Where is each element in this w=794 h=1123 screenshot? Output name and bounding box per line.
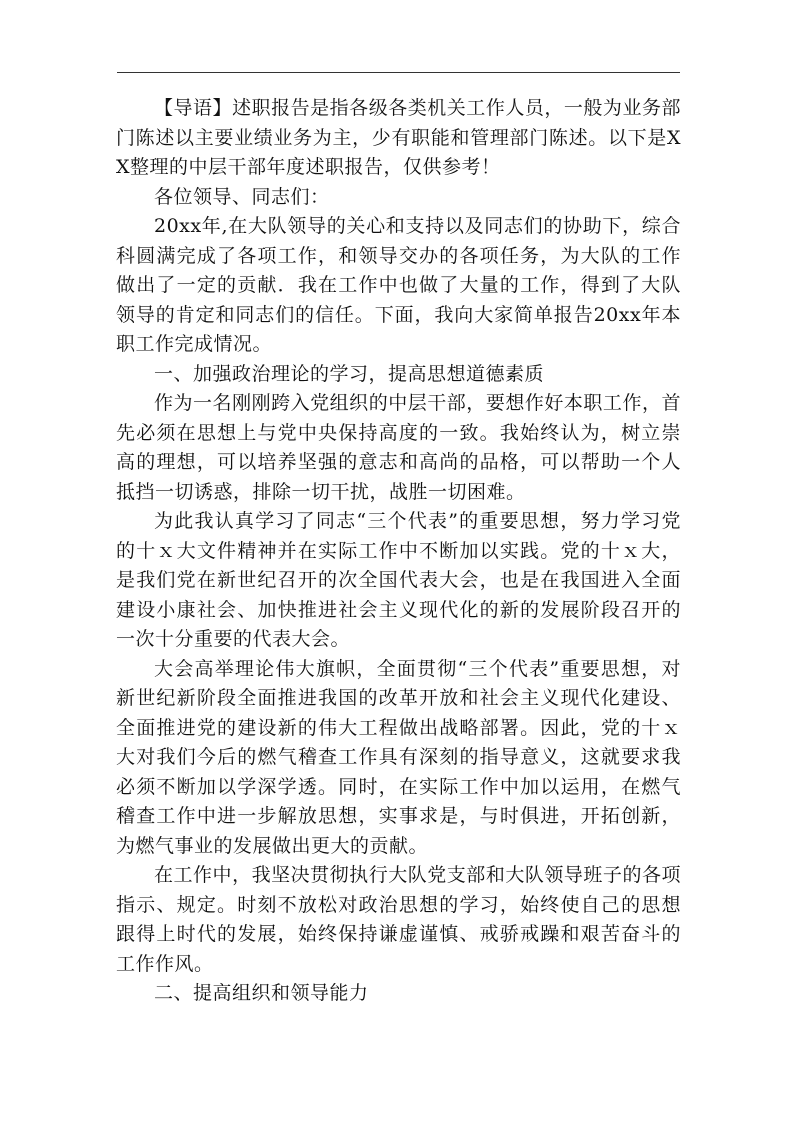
body-paragraph: 在工作中，我坚决贯彻执行大队党支部和大队领导班子的各项指示、规定。时刻不放松对政治思想的学习，始终使自己的思想跟得上时代的发展，始终保持谦虚谨慎、戒骄戒躁和艰苦奋斗的工作作风。 bbox=[116, 864, 681, 975]
intro-paragraph: 【导语】述职报告是指各级各类机关工作人员，一般为业务部门陈述以主要业绩业务为主，少有职能和管理部门陈述。以下是XX整理的中层干部年度述职报告，仅供参考！ bbox=[116, 97, 681, 178]
body-paragraph: 作为一名刚刚跨入党组织的中层干部，要想作好本职工作，首先必须在思想上与党中央保持高度的一致。我始终认为，树立崇高的理想，可以培养坚强的意志和高尚的品格，可以帮助一个人抵挡一切诱惑，排除一切干扰，战胜一切困难。 bbox=[116, 392, 681, 503]
opening-paragraph: 20xx年,在大队领导的关心和支持以及同志们的协助下，综合科圆满完成了各项工作，和领导交办的各项任务，为大队的工作做出了一定的贡献．我在工作中也做了大量的工作，得到了大队领导的肯定和同志们的信任。下面，我向大家简单报告20xx年本职工作完成情况。 bbox=[116, 215, 681, 355]
salutation: 各位领导、同志们： bbox=[154, 185, 330, 208]
document-body bbox=[116, 94, 681, 1009]
body-paragraph: 大会高举理论伟大旗帜，全面贯彻“三个代表”重要思想，对新世纪新阶段全面推进我国的改革开放和社会主义现代化建设、全面推进党的建设新的伟大工程做出战略部署。因此，党的十ｘ大对我们今后的燃气稽查工作具有深刻的指导意义，这就要求我必须不断加以学深学透。同时，在实际工作中加以运用，在燃气稽查工作中进一步解放思想，实事求是，与时俱进，开拓创新，为燃气事业的发展做出更大的贡献。 bbox=[116, 657, 681, 857]
section-heading-2: 二、提高组织和领导能力 bbox=[154, 982, 369, 1004]
section-heading-1: 一、加强政治理论的学习，提高思想道德素质 bbox=[154, 362, 545, 385]
body-paragraph: 为此我认真学习了同志“三个代表”的重要思想，努力学习党的十ｘ大文件精神并在实际工作中不断加以实践。党的十ｘ大，是我们党在新世纪召开的次全国代表大会，也是在我国进入全面建设小康社会、加快推进社会主义现代化的新的发展阶段召开的一次十分重要的代表大会。 bbox=[116, 510, 681, 650]
header-rule bbox=[117, 72, 680, 73]
